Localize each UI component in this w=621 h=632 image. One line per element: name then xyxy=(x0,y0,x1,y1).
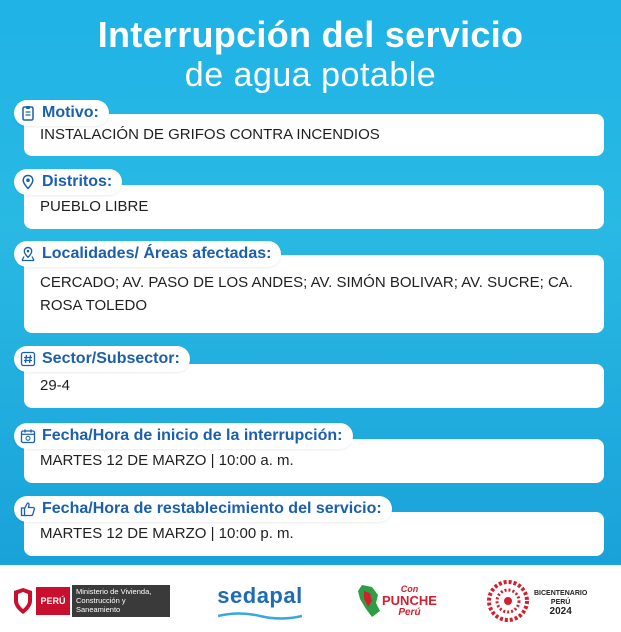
localidades-label-text: Localidades/ Áreas afectadas: xyxy=(42,245,272,262)
distritos-label xyxy=(14,169,122,195)
punche-text xyxy=(382,583,437,619)
ministerio-logo xyxy=(10,575,170,623)
distritos-value: PUEBLO LIBRE xyxy=(40,198,149,215)
calendar-icon xyxy=(20,428,36,444)
sector-value: 29-4 xyxy=(40,377,71,394)
con-punche-peru-logo xyxy=(352,575,438,623)
fecha-inicio-label-text: Fecha/Hora de inicio de la interrupción: xyxy=(42,427,343,444)
sedapal-logo xyxy=(212,575,308,623)
section-motivo xyxy=(24,100,604,158)
shield-icon xyxy=(12,587,34,615)
hash-icon xyxy=(20,351,36,367)
punche-line-1: Con xyxy=(400,584,419,594)
motivo-value: INSTALACIÓN DE GRIFOS CONTRA INCENDIOS xyxy=(40,126,380,143)
sector-label xyxy=(14,346,190,372)
fecha-restablecimiento-label xyxy=(14,496,392,522)
title-line-2: de agua potable xyxy=(184,56,437,94)
fecha-restablecimiento-value: MARTES 12 DE MARZO | 10:00 p. m. xyxy=(40,525,294,542)
section-localidades xyxy=(24,241,604,333)
footer-logos xyxy=(0,565,621,632)
punche-line-3: Perú xyxy=(398,607,421,618)
sedapal-wave-icon xyxy=(218,611,302,621)
location-area-icon xyxy=(20,246,36,262)
localidades-label xyxy=(14,241,281,267)
section-fecha-inicio xyxy=(24,423,604,483)
section-fecha-restablecimiento xyxy=(24,496,604,557)
peru-flag-label: PERÚ xyxy=(36,587,70,615)
sector-label-text: Sector/Subsector: xyxy=(42,350,180,367)
bicentenario-line-2: PERÚ xyxy=(550,599,571,606)
map-pin-icon xyxy=(20,174,36,190)
bicentenario-text xyxy=(534,589,587,616)
peru-map-icon xyxy=(356,583,382,619)
motivo-card xyxy=(24,114,604,156)
ministerio-text: Ministerio de Vivienda, Construcción y Saneamiento xyxy=(72,585,170,617)
clipboard-icon xyxy=(20,105,36,121)
bicentenario-year: 2024 xyxy=(549,606,572,617)
fecha-inicio-label xyxy=(14,423,353,449)
sedapal-logo-text: sedapal xyxy=(217,583,303,608)
fecha-inicio-value: MARTES 12 DE MARZO | 10:00 a. m. xyxy=(40,452,294,469)
section-distritos xyxy=(24,169,604,229)
motivo-label xyxy=(14,100,109,126)
bicentenario-emblem-icon xyxy=(486,579,530,623)
punche-line-2: PUNCHE xyxy=(382,593,437,608)
fecha-restablecimiento-label-text: Fecha/Hora de restablecimiento del servicio: xyxy=(42,500,382,517)
thumbs-up-icon xyxy=(20,501,36,517)
title-line-1: Interrupción del servicio xyxy=(97,14,524,55)
bicentenario-logo xyxy=(484,575,594,623)
bicentenario-line-1: BICENTENARIO xyxy=(534,590,588,597)
localidades-value: CERCADO; AV. PASO DE LOS ANDES; AV. SIMÓN BOLIVAR; AV. SUCRE; CA. ROSA TOLEDO xyxy=(40,274,573,314)
motivo-label-text: Motivo: xyxy=(42,104,99,121)
distritos-label-text: Distritos: xyxy=(42,173,113,190)
section-sector xyxy=(24,346,604,408)
